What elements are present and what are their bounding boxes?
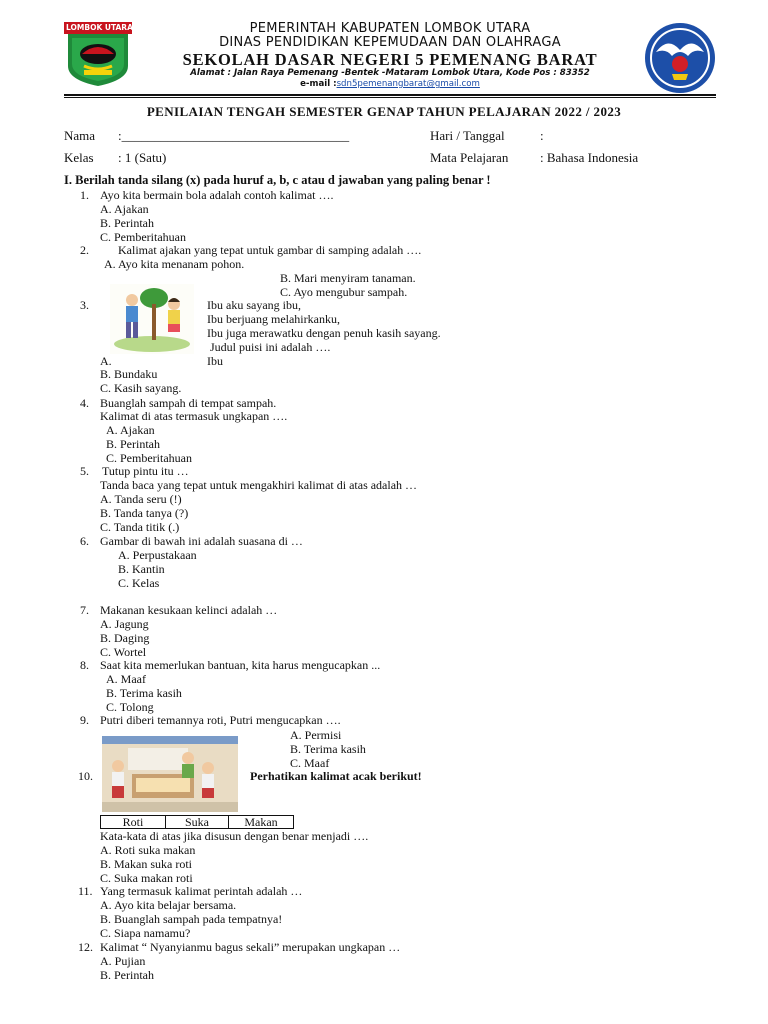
q4-option-a[interactable]: A. Ajakan (106, 423, 155, 437)
q12-number: 12. (78, 940, 93, 954)
school-email (140, 79, 640, 89)
header-line-2: DINAS PENDIDIKAN KEPEMUDAAN DAN OLAHRAGA (219, 35, 561, 50)
q2-option-c[interactable]: C. Ayo mengubur sampah. (280, 285, 408, 299)
email-label: e-mail : (300, 79, 337, 89)
q7-number: 7. (80, 603, 89, 617)
q6-option-b[interactable]: B. Kantin (118, 562, 165, 576)
q9-option-a[interactable]: A. Permisi (290, 728, 342, 742)
email-link[interactable]: sdn5pemenangbarat@gmail.com (336, 79, 480, 89)
tut-wuri-handayani-logo (642, 22, 718, 94)
section-instruction: I. Berilah tanda silang (x) pada huruf a, b, c atau d jawaban yang paling benar ! (64, 173, 491, 187)
q7-text: Makanan kesukaan kelinci adalah … (100, 603, 278, 617)
q7-option-c[interactable]: C. Wortel (100, 645, 147, 659)
q11-option-b[interactable]: B. Buanglah sampah pada tempatnya! (100, 912, 283, 926)
word-cell: Suka (166, 816, 229, 829)
q10-text: Perhatikan kalimat acak berikut! (250, 769, 422, 783)
header-rule (64, 94, 716, 96)
q2-option-a[interactable]: A. Ayo kita menanam pohon. (104, 257, 245, 271)
header-rule-thin (64, 97, 716, 98)
q4-option-c[interactable]: C. Pemberitahuan (106, 451, 192, 465)
q8-option-a[interactable]: A. Maaf (106, 672, 146, 686)
q3-option-a-letter[interactable]: A. (100, 354, 112, 368)
header-line-1: PEMERINTAH KABUPATEN LOMBOK UTARA (249, 21, 531, 36)
tree-planting-illustration (110, 284, 194, 354)
q4-text-2: Kalimat di atas termasuk ungkapan …. (100, 409, 288, 423)
q1-number: 1. (80, 188, 89, 202)
word-cell: Roti (101, 816, 166, 829)
q3-poem-line-1: Ibu aku sayang ibu, (207, 298, 301, 312)
q12-option-a[interactable]: A. Pujian (100, 954, 146, 968)
q9-option-b[interactable]: B. Terima kasih (290, 742, 366, 756)
q7-option-b[interactable]: B. Daging (100, 631, 150, 645)
logo-badge-text: LOMBOK UTARA (66, 23, 133, 32)
q6-option-c[interactable]: C. Kelas (118, 576, 160, 590)
q2-number: 2. (80, 243, 89, 257)
q2-option-b[interactable]: B. Mari menyiram tanaman. (280, 271, 416, 285)
q1-option-a[interactable]: A. Ajakan (100, 202, 149, 216)
q4-text: Buanglah sampah di tempat sampah. (100, 396, 277, 410)
q5-option-c[interactable]: C. Tanda titik (.) (100, 520, 180, 534)
q1-option-c[interactable]: C. Pemberitahuan (100, 230, 186, 244)
bread-shop-illustration (102, 736, 238, 812)
kelas-label: Kelas (64, 150, 94, 165)
q3-option-a-text[interactable]: Ibu (207, 354, 223, 368)
word-cell: Makan (229, 816, 294, 829)
q12-option-b[interactable]: B. Perintah (100, 968, 154, 982)
mapel-value: : Bahasa Indonesia (540, 150, 639, 165)
q3-prompt: Judul puisi ini adalah …. (210, 340, 331, 354)
q7-option-a[interactable]: A. Jagung (100, 617, 149, 631)
q9-text: Putri diberi temannya roti, Putri mengucapkan …. (100, 713, 341, 727)
q8-number: 8. (80, 658, 89, 672)
q11-option-a[interactable]: A. Ayo kita belajar bersama. (100, 898, 237, 912)
q5-text: Tutup pintu itu … (102, 464, 189, 478)
q10-number: 10. (78, 769, 93, 783)
q10-option-b[interactable]: B. Makan suka roti (100, 857, 192, 871)
nama-label: Nama (64, 128, 96, 143)
q1-option-b[interactable]: B. Perintah (100, 216, 154, 230)
hari-label: Hari / Tanggal (430, 128, 505, 143)
q6-number: 6. (80, 534, 89, 548)
q5-option-b[interactable]: B. Tanda tanya (?) (100, 506, 189, 520)
q6-text: Gambar di bawah ini adalah suasana di … (100, 534, 303, 548)
lombok-utara-logo (64, 22, 132, 86)
q5-text-2: Tanda baca yang tepat untuk mengakhiri kalimat di atas adalah … (100, 478, 418, 492)
kelas-value: : 1 (Satu) (118, 150, 167, 165)
q5-option-a[interactable]: A. Tanda seru (!) (100, 492, 182, 506)
q3-number: 3. (80, 298, 89, 312)
q11-option-c[interactable]: C. Siapa namamu? (100, 926, 191, 940)
q9-option-c[interactable]: C. Maaf (290, 756, 330, 770)
q10-option-a[interactable]: A. Roti suka makan (100, 843, 196, 857)
q6-option-a[interactable]: A. Perpustakaan (118, 548, 197, 562)
q4-option-b[interactable]: B. Perintah (106, 437, 160, 451)
q11-number: 11. (78, 884, 93, 898)
q3-option-c[interactable]: C. Kasih sayang. (100, 381, 182, 395)
scrambled-words-table (100, 815, 294, 829)
q5-number: 5. (80, 464, 89, 478)
school-name: SEKOLAH DASAR NEGERI 5 PEMENANG BARAT (182, 50, 598, 69)
q3-option-b[interactable]: B. Bundaku (100, 367, 158, 381)
q9-number: 9. (80, 713, 89, 727)
q8-option-b[interactable]: B. Terima kasih (106, 686, 182, 700)
mapel-label: Mata Pelajaran (430, 150, 509, 165)
q3-poem-line-2: Ibu berjuang melahirkanku, (207, 312, 340, 326)
school-address: Alamat : Jalan Raya Pemenang -Bentek -Mataram Lombok Utara, Kode Pos : 83352 (190, 68, 590, 78)
q8-option-c[interactable]: C. Tolong (106, 700, 154, 714)
q11-text: Yang termasuk kalimat perintah adalah … (100, 884, 303, 898)
exam-title: PENILAIAN TENGAH SEMESTER GENAP TAHUN PELAJARAN 2022 / 2023 (146, 104, 622, 119)
q10-option-c[interactable]: C. Suka makan roti (100, 871, 193, 885)
q1-text: Ayo kita bermain bola adalah contoh kalimat …. (100, 188, 334, 202)
q10-text-2: Kata-kata di atas jika disusun dengan benar menjadi …. (100, 829, 369, 843)
q8-text: Saat kita memerlukan bantuan, kita harus mengucapkan ... (100, 658, 381, 672)
hari-field[interactable]: : (540, 128, 544, 143)
q12-text: Kalimat “ Nyanyianmu bagus sekali” merupakan ungkapan … (100, 940, 401, 954)
q2-text: Kalimat ajakan yang tepat untuk gambar di samping adalah …. (118, 243, 422, 257)
q3-poem-line-3: Ibu juga merawatku dengan penuh kasih sayang. (207, 326, 441, 340)
q4-number: 4. (80, 396, 89, 410)
nama-field[interactable]: :___________________________________ (118, 128, 350, 143)
